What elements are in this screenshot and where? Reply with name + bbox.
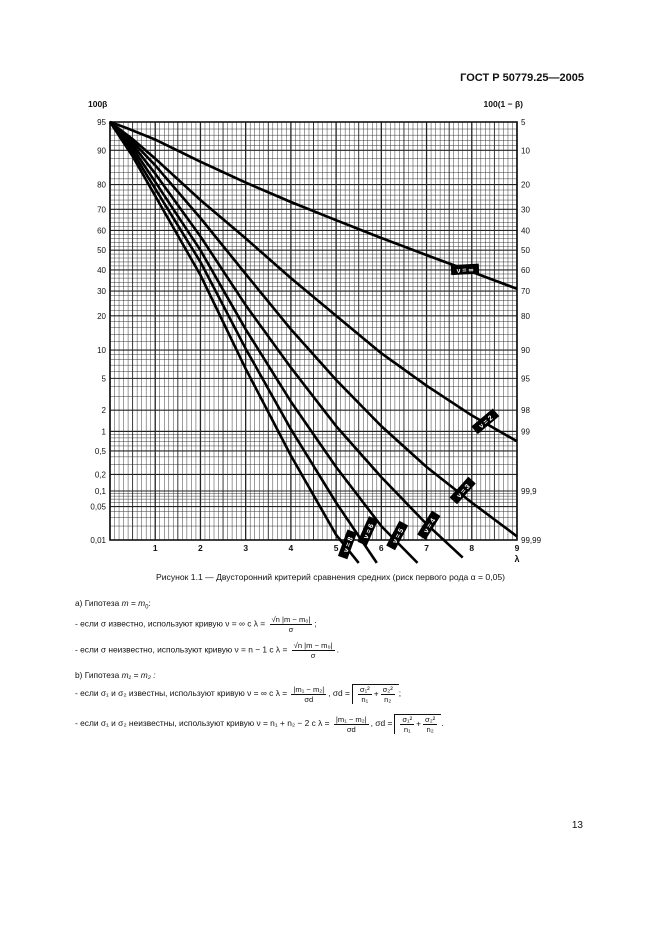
curve-label: ν = 4 (422, 517, 438, 535)
curve-label-group (358, 516, 379, 546)
lambda-fraction-3: $\frac{\text{|m₁ − m₂|}}{\sigma d}$ (293, 684, 325, 704)
y-left-tick-label: 50 (97, 246, 106, 256)
rule-line-4: - если σ₁ и σ₂ неизвестны, используют кривую ν = n₁ + n₂ − 2 с λ = $\frac{\text{|m₁ − m₂|}}{\sigma d}$ , σd = $\frac{\text{σ₁²}}{\text{n₁}}$ + $\frac{\text{σ₂²}}{\text{n₂}}$ . (75, 714, 444, 734)
x-tick-label: 8 (469, 543, 475, 553)
lambda-fraction-4: $\frac{\text{|m₁ − m₂|}}{\sigma d}$ (335, 714, 367, 734)
x-tick-label: 1 (152, 543, 158, 553)
y-right-tick-label: 98 (521, 406, 530, 416)
x-tick-label: 2 (198, 543, 203, 553)
y-right-tick-label: 20 (521, 180, 530, 190)
document-id: ГОСТ Р 50779.25—2005 (460, 72, 584, 84)
y-left-tick-label: 0,01 (90, 536, 106, 545)
y-left-tick-label: 0,1 (94, 487, 106, 496)
x-tick-label: 5 (333, 543, 339, 553)
y-right-tick-label: 99,99 (521, 536, 542, 545)
y-left-tick-label: 80 (97, 180, 106, 190)
curve-label: ν = ∞ (456, 266, 474, 275)
y-left-tick-label: 30 (97, 287, 106, 296)
hypothesis-a: a) Гипотеза $m = m_0$: (75, 598, 151, 611)
rule-line-3: - если σ₁ и σ₂ известны, используют кривую ν = ∞ с λ = $\frac{\text{|m₁ − m₂|}}{\sigma d}$ , σd = $\frac{\text{σ₁²}}{\text{n₁}}$ + $\frac{\text{σ₂²}}{\text{n₂}}$ ; (75, 684, 402, 704)
sigma-d-sqrt-3: $\frac{\text{σ₁²}}{\text{n₁}}$ + $\frac{\text{σ₂²}}{\text{n₂}}$ (352, 684, 399, 704)
y-right-tick-label: 10 (521, 146, 530, 156)
rule-line-2: - если σ неизвестно, используют кривую ν = n − 1 с λ = $\frac{\text{√n |m − m₀|}}{\sigma}$ . (75, 641, 339, 660)
y-right-tick-label: 80 (521, 311, 530, 321)
y-right-tick-label: 30 (521, 205, 530, 215)
sigma-d-sqrt-4: $\frac{\text{σ₁²}}{\text{n₁}}$ + $\frac{\text{σ₂²}}{\text{n₂}}$ (394, 714, 441, 734)
y-left-tick-label: 0,5 (94, 446, 106, 456)
y-right-tick-label: 50 (521, 246, 530, 256)
curve-label: ν = 5 (391, 527, 406, 545)
y-right-axis-title: 100(1 − β) (483, 99, 523, 109)
y-left-tick-label: 5 (101, 374, 106, 384)
y-right-tick-label: 99 (521, 427, 530, 437)
x-tick-label: 3 (243, 543, 249, 553)
x-tick-label: 7 (424, 543, 429, 553)
y-left-tick-label: 10 (97, 346, 106, 356)
y-left-tick-label: 0,05 (90, 502, 106, 512)
curve-label: ν = 3 (455, 483, 472, 500)
curve-label-group (451, 264, 479, 275)
hypothesis-b: b) Гипотеза m₁ = m₂ : (75, 670, 156, 680)
y-right-tick-label: 70 (521, 287, 530, 296)
y-right-tick-label: 60 (521, 265, 530, 275)
y-left-tick-label: 40 (97, 265, 106, 275)
x-tick-label: 4 (288, 543, 294, 553)
y-right-tick-label: 90 (521, 346, 530, 356)
y-left-axis-title: 100β (88, 99, 108, 109)
curve-label: ν = 6 (362, 522, 376, 541)
curve-label: ν = 2 (477, 414, 495, 431)
rule-line-1: - если σ известно, используют кривую ν = ∞ с λ = $\frac{\text{√n |m − m₀|}}{\sigma}$ ; (75, 615, 317, 634)
y-left-tick-label: 60 (97, 226, 106, 236)
y-left-tick-label: 20 (97, 311, 106, 321)
x-tick-label: 9 (514, 543, 520, 553)
y-right-tick-label: 99,9 (521, 487, 537, 496)
y-right-tick-label: 95 (521, 374, 530, 384)
y-right-tick-label: 40 (521, 226, 530, 236)
x-tick-label: 6 (378, 543, 384, 553)
y-left-tick-label: 95 (97, 118, 106, 127)
x-axis-title: λ (514, 554, 520, 564)
lambda-fraction-2: $\frac{\text{√n |m − m₀|}}{\sigma}$ (293, 641, 333, 660)
chart-labels (88, 99, 542, 564)
y-left-tick-label: 70 (97, 205, 106, 215)
figure-caption: Рисунок 1.1 — Двусторонний критерий сравнения средних (риск первого рода α = 0,05) (156, 572, 505, 582)
y-left-tick-label: 0,2 (94, 470, 106, 480)
curve-ν = 8 (110, 122, 359, 563)
y-left-tick-label: 2 (101, 406, 106, 416)
y-left-tick-label: 90 (97, 146, 106, 156)
y-right-tick-label: 5 (521, 118, 526, 127)
page-number: 13 (571, 820, 583, 831)
y-left-tick-label: 1 (101, 427, 106, 437)
curve-label: ν = 8 (342, 536, 355, 554)
lambda-fraction-1: $\frac{\text{√n |m − m₀|}}{\sigma}$ (271, 615, 311, 634)
